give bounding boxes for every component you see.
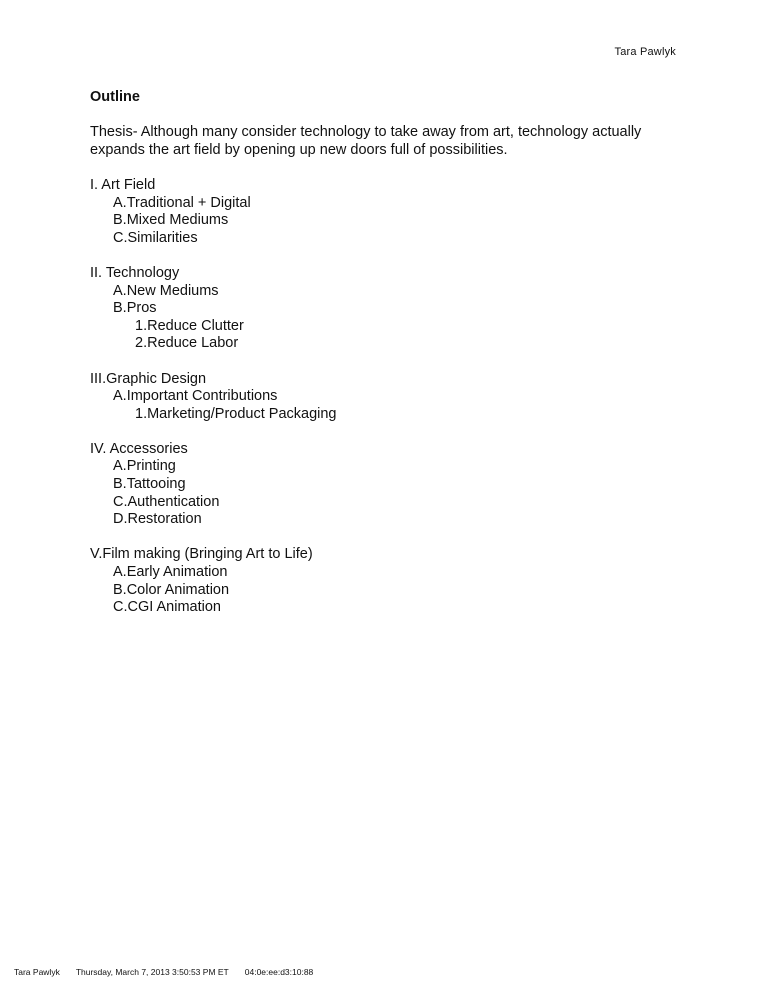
thesis-statement: Thesis- Although many consider technology to take away from art, technology actually expands the art field by opening up new doors full of possibilities. <box>90 124 642 158</box>
outline-item: C.Similarities <box>113 229 198 246</box>
outline-item: B.Mixed Mediums <box>113 212 229 229</box>
outline-item: B.Pros <box>113 300 157 317</box>
outline-item: C.Authentication <box>113 493 220 510</box>
outline-item: A.Printing <box>113 458 176 475</box>
footer-id: 04:0e:ee:d3:10:88 <box>244 967 314 977</box>
outline-item: A.Traditional + Digital <box>113 194 251 211</box>
outline-section <box>90 441 680 529</box>
section-title: I. Art Field <box>90 176 156 193</box>
outline-subitem: 1.Marketing/Product Packaging <box>135 405 337 422</box>
outline-item: A.Early Animation <box>113 564 228 581</box>
outline-subitem: 1.Reduce Clutter <box>135 317 244 334</box>
outline-section <box>90 265 680 353</box>
footer-timestamp: Thursday, March 7, 2013 3:50:53 PM ET <box>75 967 229 977</box>
outline-item: A.Important Contributions <box>113 388 278 405</box>
outline-item: C.CGI Animation <box>113 599 221 616</box>
outline-item: B.Tattooing <box>113 476 186 493</box>
header-author: Tara Pawlyk <box>614 46 676 58</box>
section-title: II. Technology <box>90 264 180 281</box>
outline-item: B.Color Animation <box>113 581 230 598</box>
outline-section <box>90 546 680 616</box>
outline-section <box>90 177 680 247</box>
page-footer <box>14 967 313 977</box>
outline-subitem: 2.Reduce Labor <box>135 335 239 352</box>
footer-author: Tara Pawlyk <box>14 967 60 977</box>
outline-item: D.Restoration <box>113 511 202 528</box>
page-title: Outline <box>90 89 140 105</box>
section-title: IV. Accessories <box>90 440 188 457</box>
section-title: V.Film making (Bringing Art to Life) <box>90 546 313 563</box>
outline-item: A.New Mediums <box>113 282 219 299</box>
section-title: III.Graphic Design <box>90 370 207 387</box>
outline-content <box>90 89 680 634</box>
outline-section <box>90 371 680 424</box>
outline-sections <box>90 177 680 617</box>
